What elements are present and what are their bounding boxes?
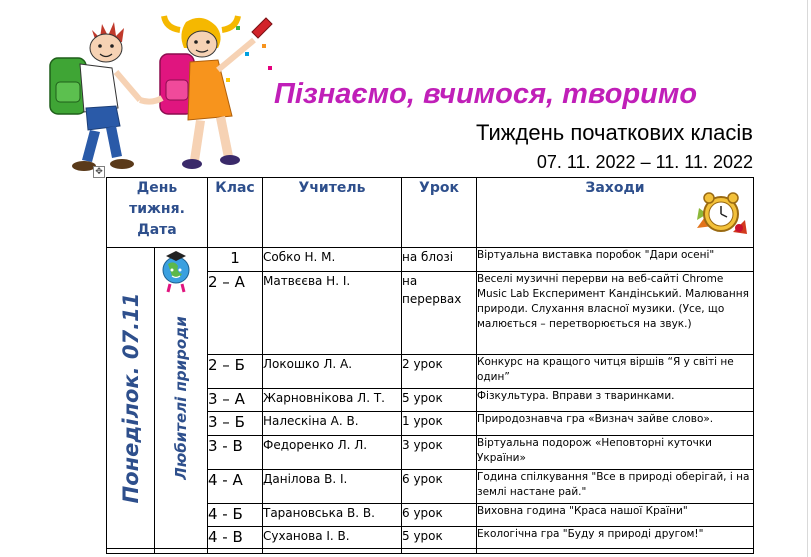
- header-day: [107, 178, 208, 248]
- header-day-line1: День: [136, 180, 178, 196]
- row-teacher: Матвєєва Н. І.: [263, 272, 402, 355]
- row-class: 4 - В: [208, 526, 263, 548]
- row-event: Природознавча гра «Визнач зайве слово».: [477, 411, 754, 435]
- row-teacher: Федоренко Л. Л.: [263, 435, 402, 469]
- page-subtitle: Тиждень початкових класів: [476, 120, 753, 145]
- table-row-partial: [107, 549, 754, 554]
- row-lesson: 5 урок: [402, 526, 477, 548]
- row-class: 2 – А: [208, 272, 263, 355]
- row-event: Конкурс на кращого читця віршів “Я у світі не один”: [477, 355, 754, 389]
- theme-cell: [155, 248, 208, 549]
- header-day-line3: Дата: [137, 222, 177, 238]
- row-lesson: 1 урок: [402, 411, 477, 435]
- row-class: 4 - А: [208, 470, 263, 504]
- header-events-label: Заходи: [585, 180, 645, 196]
- page-edge: [807, 0, 808, 557]
- row-teacher: Локошко Л. А.: [263, 355, 402, 389]
- empty-cell: [402, 549, 477, 554]
- row-teacher: Жарновнікова Л. Т.: [263, 389, 402, 411]
- schedule-table: [106, 177, 754, 554]
- row-event: Година спілкування "Все в природі оберігай, і на землі настане рай.": [477, 470, 754, 504]
- row-class: 3 - В: [208, 435, 263, 469]
- row-lesson: 6 урок: [402, 504, 477, 526]
- row-lesson: 3 урок: [402, 435, 477, 469]
- empty-cell: [107, 549, 155, 554]
- row-teacher: Суханова І. В.: [263, 526, 402, 548]
- row-event: Веселі музичні перерви на веб-сайті Chrome Music Lab Експеримент Кандінський. Малювання природи. Слухання власної музики. (Усе, що малюється – перетворюється на звук.): [477, 272, 754, 355]
- kids-illustration: [40, 8, 280, 180]
- date-range: 07. 11. 2022 – 11. 11. 2022: [536, 152, 753, 172]
- header-day-line2: тижня.: [129, 201, 185, 217]
- page-title: Пізнаємо, вчимося, творимо: [274, 78, 698, 110]
- row-teacher: Данілова В. І.: [263, 470, 402, 504]
- row-lesson: на блозі: [402, 248, 477, 272]
- empty-cell: [477, 549, 754, 554]
- row-class: 1: [208, 248, 263, 272]
- alarm-clock-icon: [695, 188, 747, 240]
- header-class: Клас: [208, 178, 263, 248]
- theme-label: Любителі природи: [172, 316, 190, 480]
- row-event: Віртуальна подорож «Неповторні куточки України»: [477, 435, 754, 469]
- table-row: [107, 248, 754, 272]
- row-lesson: 5 урок: [402, 389, 477, 411]
- row-teacher: Налескіна А. В.: [263, 411, 402, 435]
- row-teacher: Тарановська В. В.: [263, 504, 402, 526]
- globe-graduate-icon: [158, 250, 194, 294]
- row-event: Фізкультура. Вправи з тваринками.: [477, 389, 754, 411]
- table-header-row: [107, 178, 754, 248]
- day-label: Понеділок. 07.11: [118, 292, 143, 504]
- empty-cell: [263, 549, 402, 554]
- row-lesson: 6 урок: [402, 470, 477, 504]
- table-move-handle-icon[interactable]: ✥: [93, 166, 105, 178]
- day-cell: [107, 248, 155, 549]
- header-events: [477, 178, 754, 248]
- row-class: 2 – Б: [208, 355, 263, 389]
- row-event: Віртуальна виставка поробок "Дари осені": [477, 248, 754, 272]
- row-lesson: 2 урок: [402, 355, 477, 389]
- header-lesson: Урок: [402, 178, 477, 248]
- empty-cell: [208, 549, 263, 554]
- girl-figure: [140, 16, 272, 169]
- row-event: Екологічна гра "Буду я природі другом!": [477, 526, 754, 548]
- row-class: 3 – А: [208, 389, 263, 411]
- boy-figure: [50, 22, 140, 171]
- row-teacher: Собко Н. М.: [263, 248, 402, 272]
- row-lesson: на перервах: [402, 272, 477, 355]
- row-event: Виховна година "Краса нашої Країни": [477, 504, 754, 526]
- header-teacher: Учитель: [263, 178, 402, 248]
- row-class: 4 - Б: [208, 504, 263, 526]
- empty-cell: [155, 549, 208, 554]
- row-class: 3 – Б: [208, 411, 263, 435]
